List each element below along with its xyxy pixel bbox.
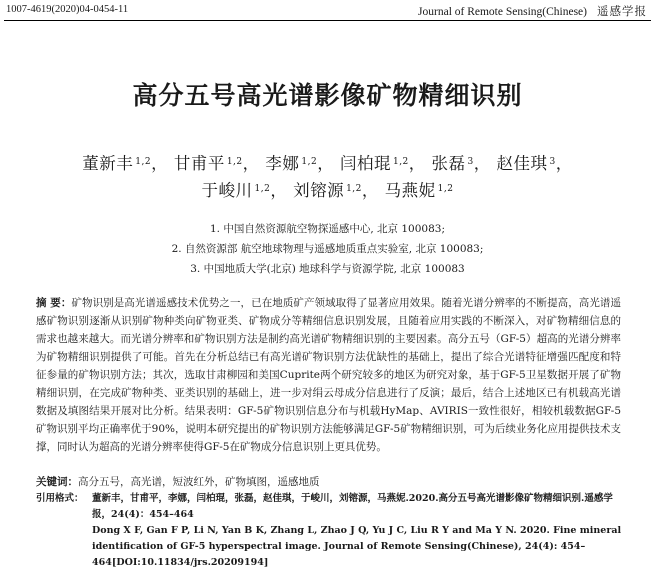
author-list: 董新丰 $^{1,2}$， 甘甫平 $^{1,2}$， 李娜 $^{1,2}$， 闫柏琨 $^{1,2}$， 张磊 $^3$， 赵佳琪 $^3$， 于峻川 $^{1,2}$， 刘镕源 $^{1,2}$， 马燕妮 $^{1,2}$ xyxy=(82,154,573,200)
keywords xyxy=(36,474,621,490)
author: 赵佳琪 $^3$ xyxy=(496,154,556,173)
author: 刘镕源 $^{1,2}$ xyxy=(293,181,362,200)
affiliation: 1. 中国自然资源航空物探遥感中心, 北京 100083; xyxy=(210,223,445,235)
affiliation: 3. 中国地质大学(北京) 地球科学与资源学院, 北京 100083 xyxy=(190,263,465,275)
citation-en: Dong X F, Gan F P, Li N, Yan B K, Zhang L, Zhao J Q, Yu J C, Liu R Y and Ma Y N. 2020. Fine mineral identification of GF-5 hyperspectral image. Journal of Remote Sensing(Chinese), 24(4): 454–464[DOI:10.11834/jrs.20209194] xyxy=(92,525,622,568)
header-rule xyxy=(4,20,651,21)
author: 马燕妮 $^{1,2}$ xyxy=(384,181,454,200)
abstract xyxy=(36,294,621,456)
keywords-text: 高分五号，高光谱，短波红外，矿物填图，遥感地质 xyxy=(78,476,320,488)
author: 董新丰 $^{1,2}$ xyxy=(82,154,152,173)
citation-body xyxy=(92,491,626,571)
journal-name-cn: 遥感学报 xyxy=(597,6,647,18)
abstract-label: 摘 要： xyxy=(36,297,72,309)
issn-code: 1007-4619(2020)04-0454-11 xyxy=(6,4,129,15)
journal-name-en: Journal of Remote Sensing(Chinese) xyxy=(418,6,587,18)
author: 于峻川 $^{1,2}$ xyxy=(201,181,271,200)
citation-label: 引用格式： xyxy=(36,493,84,504)
affiliation: 2. 自然资源部 航空地球物理与遥感地质重点实验室, 北京 100083; xyxy=(171,243,484,255)
affiliations xyxy=(0,219,655,279)
author: 张磊 $^3$ xyxy=(431,154,474,173)
paper-title: 高分五号高光谱影像矿物精细识别 xyxy=(132,81,523,110)
author: 甘甫平 $^{1,2}$ xyxy=(173,154,243,173)
abstract-text: 矿物识别是高光谱遥感技术优势之一，已在地质矿产领域取得了显著应用效果。随着光谱分辨率的不断提高，高光谱遥感矿物识别逐渐从识别矿物种类向矿物亚类、矿物成分等精细信息识别发展，且随着应用实践的不断深入，对矿物精细信息的需求也越来越大。而光谱分辨率和矿物识别方法是制约高光谱矿物精细识别的主要因素。高分五号（GF-5）超高的光谱分辨率为矿物精细识别提供了可能。首先在分析总结已有高光谱矿物识别方法优缺性的基础上，提出了综合光谱特征增强匹配度和特征参量的矿物识别方法；其次，选取甘肃柳园和美国Cuprite两个研究较多的地区为研究对象，基于GF-5卫星数据开展了矿物精细识别，在完成矿物种类、亚类识别的基础上，进一步对绢云母成分信息进行了反演；最后，结合上述地区已有机载高光谱数据及填图结果开展对比分析。结果表明：GF-5矿物识别信息分布与机载HyMap、AVIRIS一致性很好，相较机载数据GF-5矿物识别平均正确率优于90%，说明本研究提出的矿物识别方法能够满足GF-5矿物精细识别，可为后续业务化应用提供技术支撑，同时认为超高的光谱分辨率使得GF-5在矿物成分信息识别上更具优势。 xyxy=(36,297,621,453)
keywords-label: 关键词： xyxy=(36,476,78,488)
running-header xyxy=(0,0,655,22)
citation-cn: 董新丰，甘甫平，李娜，闫柏琨，张磊，赵佳琪，于峻川，刘镕源，马燕妮.2020.高分五号高光谱影像矿物精细识别.遥感学报，24(4)：454–464 xyxy=(92,493,613,520)
author: 李娜 $^{1,2}$ xyxy=(265,154,318,173)
journal-name xyxy=(418,3,647,19)
author: 闫柏琨 $^{1,2}$ xyxy=(339,154,409,173)
